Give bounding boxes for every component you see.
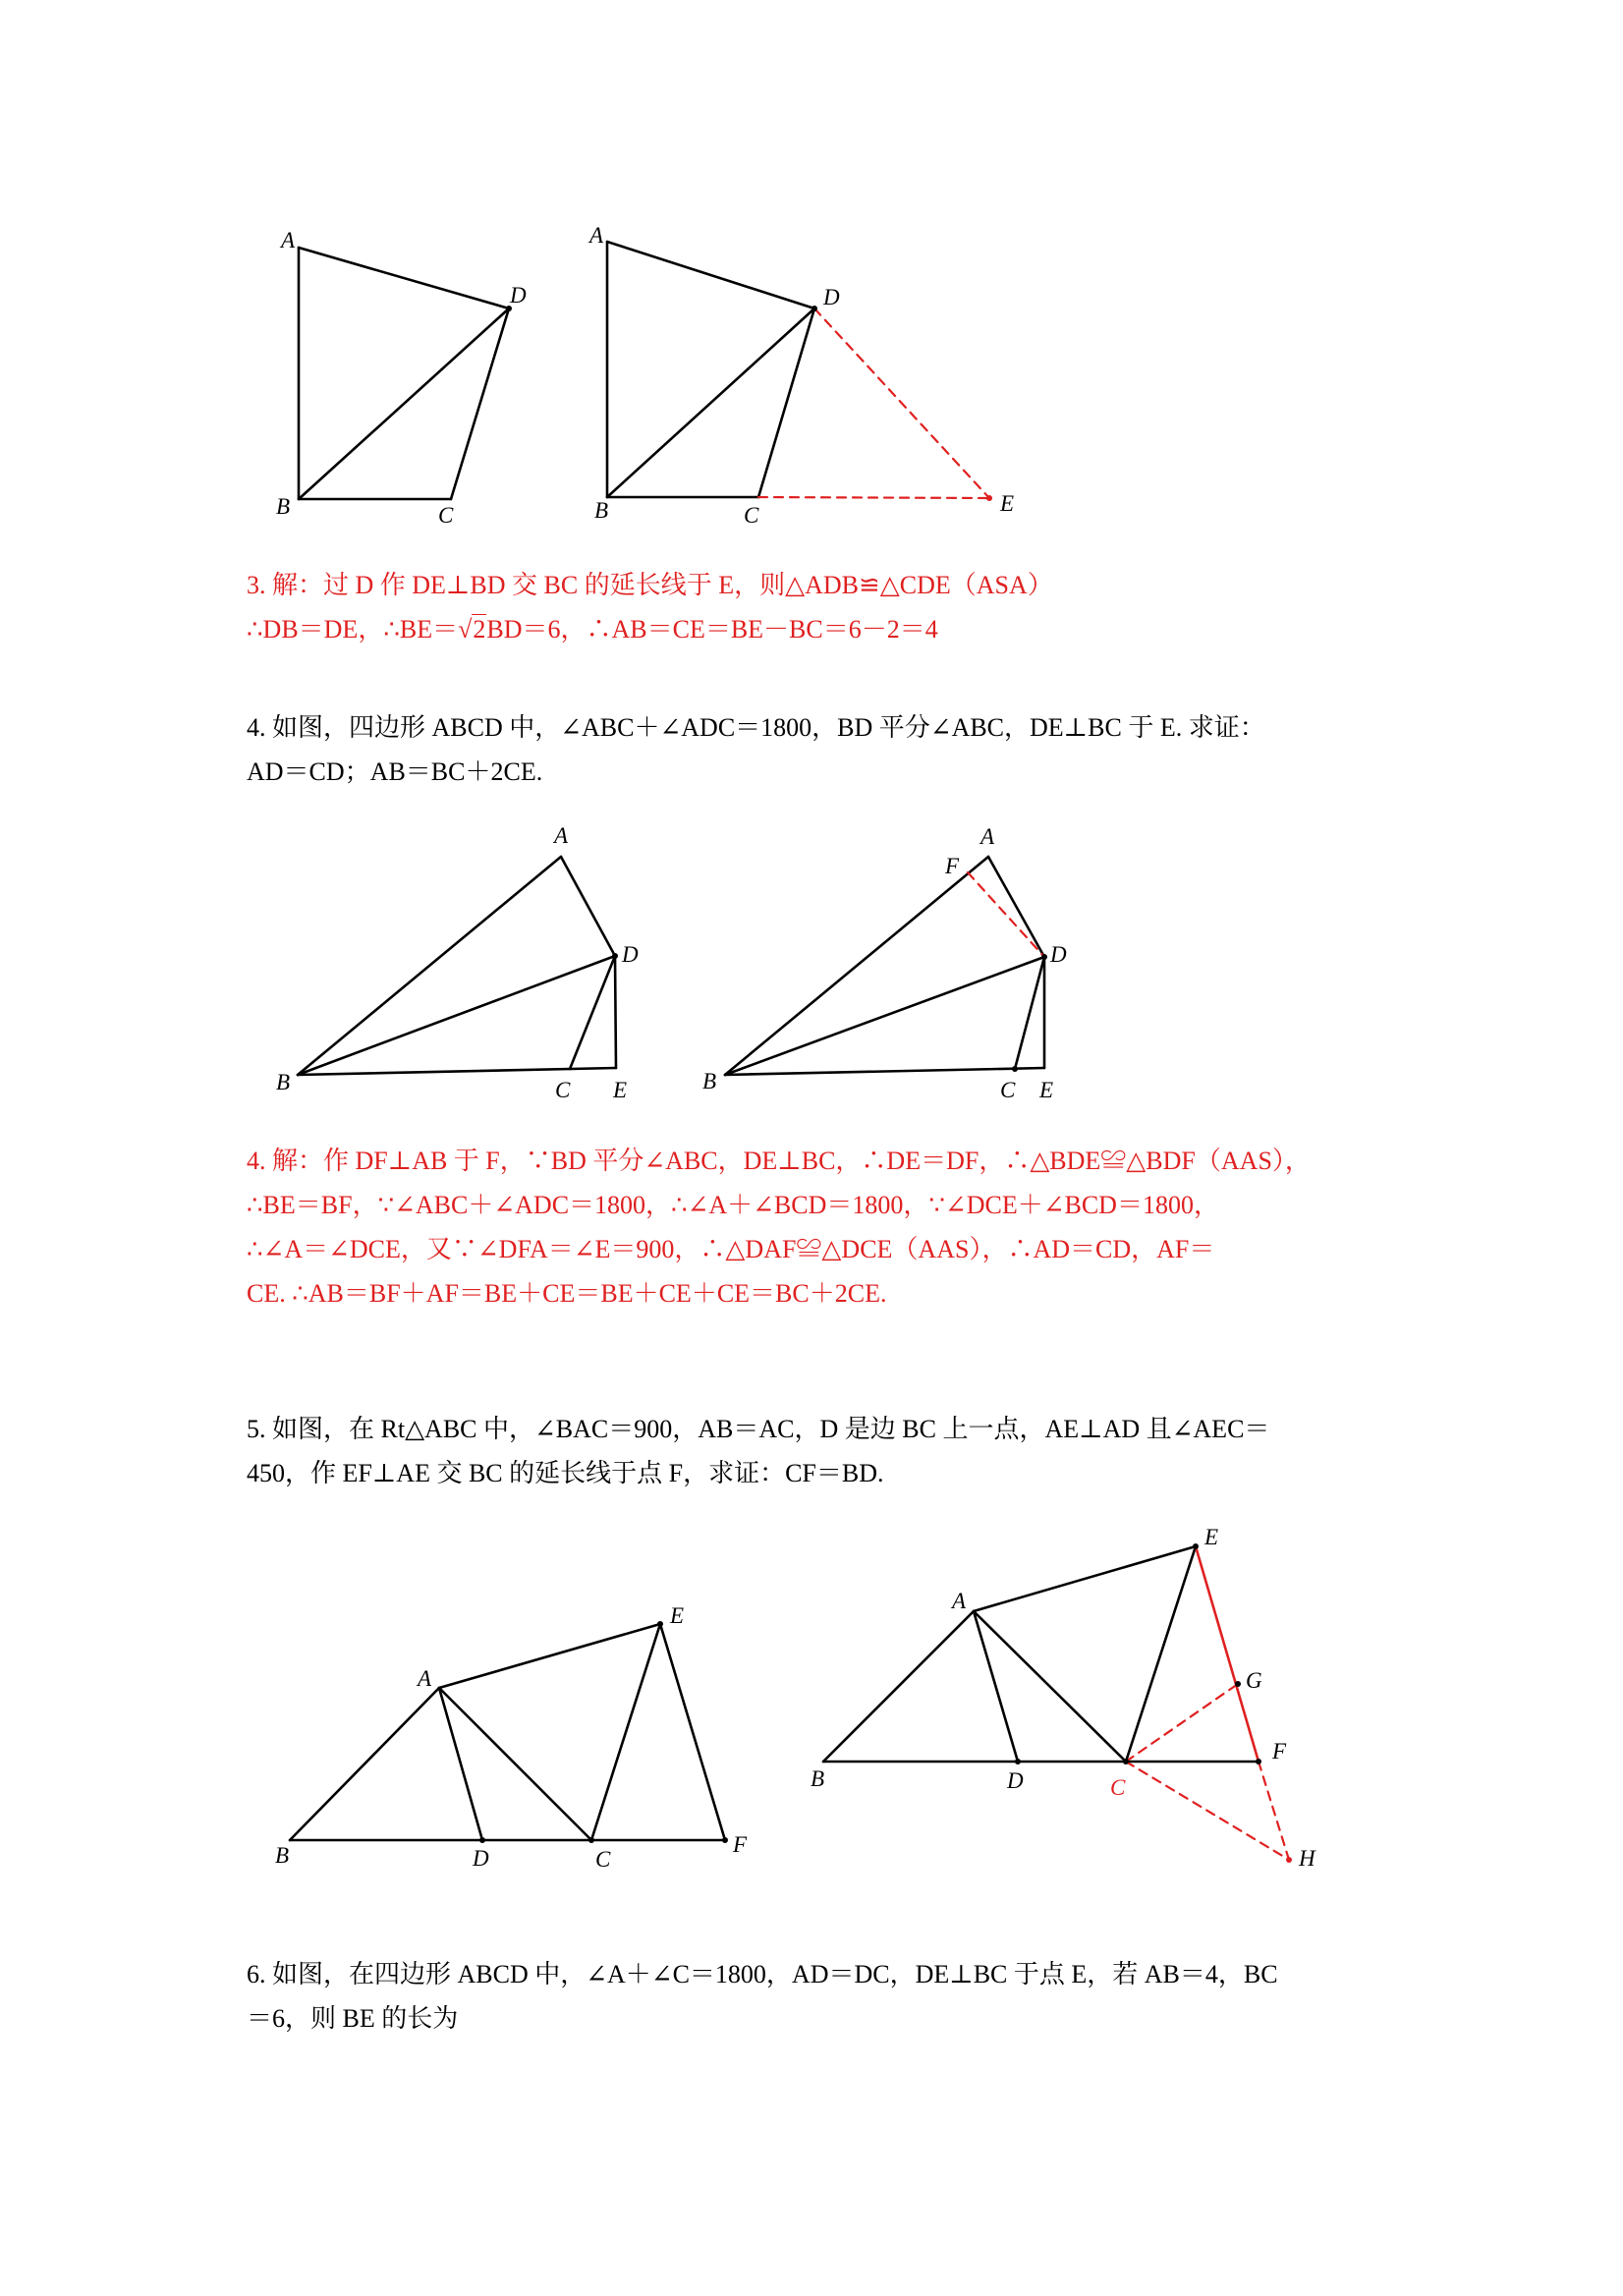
problem-6	[247, 1952, 1396, 2041]
label-d: D	[510, 283, 527, 308]
problem-4-line-1: 4. 如图，四边形 ABCD 中，∠ABC＋∠ADC＝1800，BD 平分∠ABC，DE⊥BC 于 E. 求证：	[247, 713, 1265, 742]
label-e: E	[1039, 1078, 1054, 1102]
label-c: C	[1000, 1078, 1016, 1102]
label-f: F	[1272, 1739, 1287, 1764]
label-d: D	[1007, 1768, 1024, 1793]
label-b: B	[276, 1070, 291, 1094]
label-c: C	[744, 503, 759, 528]
sqrt-symbol: √2	[458, 615, 486, 644]
label-c: C	[438, 503, 454, 528]
solution-4-line-4: CE. ∴AB＝BF＋AF＝BE＋CE＝BE＋CE＋CE＝BC＋2CE.	[247, 1279, 887, 1308]
solution-4-line-1: 4. 解：作 DF⊥AB 于 F，∵BD 平分∠ABC，DE⊥BC，∴DE＝DF，∴△BDE≌△BDF（AAS），	[247, 1147, 1311, 1175]
label-a: A	[980, 824, 995, 849]
label-b: B	[702, 1069, 717, 1093]
label-e: E	[1000, 491, 1015, 516]
label-d: D	[622, 942, 639, 967]
label-c: C	[1110, 1775, 1126, 1800]
label-d: D	[473, 1846, 489, 1871]
label-a: A	[418, 1666, 432, 1691]
label-a: A	[554, 823, 569, 848]
label-f: F	[733, 1832, 748, 1857]
label-f: F	[945, 854, 960, 878]
label-d: D	[823, 285, 840, 309]
solution-3-text-b: BD＝6，∴AB＝CE＝BE－BC＝6－2＝4	[486, 615, 938, 644]
label-d: D	[1050, 942, 1067, 967]
label-b: B	[811, 1766, 825, 1791]
label-e: E	[1204, 1525, 1219, 1549]
label-g: G	[1246, 1668, 1262, 1693]
solution-4-line-2: ∴BE＝BF，∵∠ABC＋∠ADC＝1800，∴∠A＋∠BCD＝1800，∵∠DCE＋∠BCD＝1800，	[247, 1191, 1219, 1219]
label-a: A	[952, 1589, 967, 1613]
problem-6-line-1: 6. 如图，在四边形 ABCD 中，∠A＋∠C＝1800，AD＝DC，DE⊥BC 于点 E，若 AB＝4，BC	[247, 1960, 1278, 1988]
label-h: H	[1299, 1846, 1315, 1871]
label-c: C	[555, 1078, 571, 1102]
label-b: B	[594, 498, 609, 523]
label-c: C	[595, 1847, 611, 1872]
label-e: E	[613, 1078, 628, 1102]
problem-4-line-2: AD＝CD；AB＝BC＋2CE.	[247, 757, 543, 786]
label-e: E	[670, 1603, 685, 1628]
label-b: B	[275, 1843, 290, 1868]
solution-3-text-a: ∴DB＝DE，∴BE＝	[247, 615, 459, 644]
problem-6-line-2: ＝6，则 BE 的长为	[247, 2004, 459, 2033]
label-a: A	[281, 228, 296, 252]
solution-4-line-3: ∴∠A＝∠DCE，又∵∠DFA＝∠E＝900，∴△DAF≌△DCE（AAS），∴AD＝CD，AF＝	[247, 1235, 1215, 1263]
label-a: A	[589, 223, 604, 248]
problem-5-line-2: 450，作 EF⊥AE 交 BC 的延长线于点 F，求证：CF＝BD.	[247, 1459, 884, 1487]
problem-5-line-1: 5. 如图，在 Rt△ABC 中，∠BAC＝900，AB＝AC，D 是边 BC 上一点，AE⊥AD 且∠AEC＝	[247, 1415, 1270, 1443]
sqrt-radicand: 2	[473, 615, 486, 644]
label-b: B	[276, 494, 291, 519]
solution-3-line-1: 3. 解：过 D 作 DE⊥BD 交 BC 的延长线于 E，则△ADB≌△CDE（ASA）	[247, 571, 1053, 599]
